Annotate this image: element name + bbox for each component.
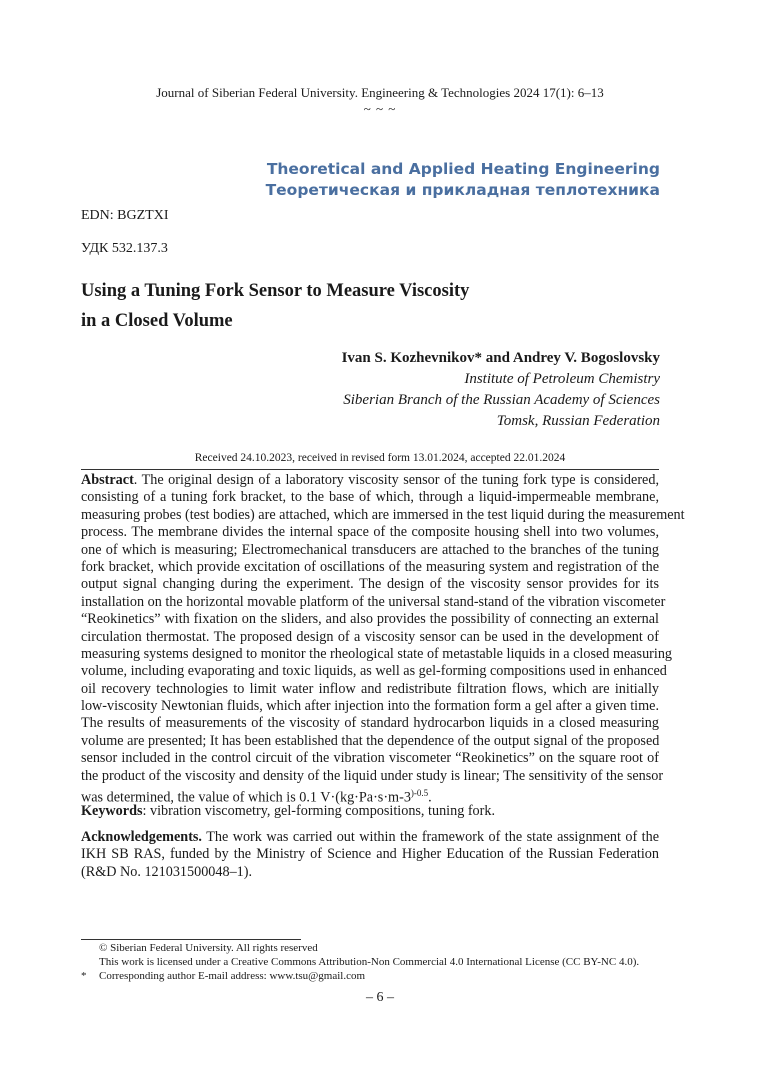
abstract-line: sensor included in the control circuit of the vibration viscometer “Reokinetics” on the square root of <box>81 750 659 767</box>
author-block <box>342 348 660 432</box>
received-dates: Received 24.10.2023, received in revised form 13.01.2024, accepted 22.01.2024 <box>194 452 566 464</box>
edn: EDN: BGZTXI <box>81 208 169 223</box>
corresponding-author: Corresponding author E-mail address: www.tsu@gmail.com <box>99 970 366 982</box>
affiliation: Institute of Petroleum Chemistry <box>464 371 660 387</box>
paper-title <box>81 276 469 336</box>
exponent: )-0.5 <box>410 788 429 799</box>
abstract-line: measuring systems designed to monitor the rheological state of metastable liquids in a closed measuring <box>81 645 673 662</box>
abstract-text: was determined, the value of which is 0.1 V·(kg·Pa·s·m-3 <box>81 789 411 806</box>
abstract-line: volume, including evaporating and toxic liquids, as well as gel-forming compositions used in enhanced <box>81 663 667 680</box>
affiliation: Tomsk, Russian Federation <box>496 413 660 429</box>
abstract-line: volume are presented; It has been established that the dependence of the output signal of the proposed <box>81 732 660 749</box>
abstract-rule <box>81 469 659 470</box>
footnote-star: * <box>81 970 87 982</box>
abstract-line: “Reokinetics” with fixation on the sliders, and also provides the possibility of connecting an external <box>81 611 659 628</box>
abstract-line: measuring probes (test bodies) are attached, which are immersed in the test liquid during the measurement <box>81 506 685 523</box>
abstract <box>81 472 685 806</box>
abstract-line: The results of measurements of the viscosity of standard hydrocarbon liquids in a closed measuring <box>81 715 659 732</box>
abstract-line: oil recovery technologies to limit water inflow and redistribute filtration flows, which are initially <box>81 680 659 697</box>
abstract-label: Abstract <box>81 472 134 488</box>
abstract-line <box>81 785 659 806</box>
journal-header: Journal of Siberian Federal University. Engineering & Technologies 2024 17(1): 6–13 <box>156 85 604 100</box>
abstract-line: fork bracket, which provide excitation of oscillations of the measuring system and registration of the <box>81 558 659 575</box>
footnote-rule <box>81 939 301 940</box>
license: This work is licensed under a Creative Commons Attribution-Non Commercial 4.0 International License (CC BY-NC 4.0). <box>99 956 640 968</box>
abstract-line: the product of the viscosity and density of the liquid under study is linear; The sensitivity of the sensor <box>81 767 664 784</box>
header-separator: ~ ~ ~ <box>363 101 397 116</box>
abstract-line: circulation thermostat. The proposed design of a viscosity sensor can be used in the development of <box>81 628 659 645</box>
abstract-line: process. The membrane divides the internal space of the composite housing shell into two volumes, <box>81 524 659 541</box>
abstract-line: output signal changing during the experiment. The design of the viscosity sensor provides for its <box>81 576 659 593</box>
abstract-line: one of which is measuring; Electromechanical transducers are attached to the branches of the tuning <box>81 541 659 558</box>
title-line: in a Closed Volume <box>81 311 233 331</box>
copyright: © Siberian Federal University. All rights reserved <box>99 942 318 954</box>
keywords <box>81 803 659 820</box>
title-line: Using a Tuning Fork Sensor to Measure Viscosity <box>81 281 470 301</box>
abstract-line: consisting of a tuning fork bracket, to the base of which, through a liquid-impermeable membrane, <box>81 489 659 506</box>
keywords-text: : vibration viscometry, gel-forming compositions, tuning fork. <box>142 803 496 819</box>
abstract-line: low-viscosity Newtonian fluids, which after injection into the formation form a gel after a given time. <box>81 698 659 715</box>
abstract-text: . The original design of a laboratory viscosity sensor of the tuning fork type is considered, <box>133 472 659 488</box>
section-title-ru: Теоретическая и прикладная теплотехника <box>265 181 660 199</box>
abstract-line <box>81 472 659 489</box>
page-number: – 6 – <box>366 990 394 1005</box>
authors: Ivan S. Kozhevnikov* and Andrey V. Bogoslovsky <box>341 350 660 366</box>
acknowledgements-label: Acknowledgements. <box>81 829 202 845</box>
udc: УДК 532.137.3 <box>81 241 168 256</box>
acknowledgements-text: The work was carried out within the framework of the state assignment of the IKH SB RAS, funded by the Ministry of Science and Higher Education of the Russian Federation (R&D No. 121031500048–1). <box>81 829 659 880</box>
section-title-en: Theoretical and Applied Heating Engineering <box>266 160 660 178</box>
abstract-line: installation on the horizontal movable platform of the universal stand-stand of the vibration viscometer <box>81 593 666 610</box>
affiliation: Siberian Branch of the Russian Academy of Sciences <box>343 392 660 408</box>
keywords-label: Keywords <box>81 803 143 819</box>
abstract-text: . <box>428 789 432 806</box>
acknowledgements <box>81 829 659 881</box>
